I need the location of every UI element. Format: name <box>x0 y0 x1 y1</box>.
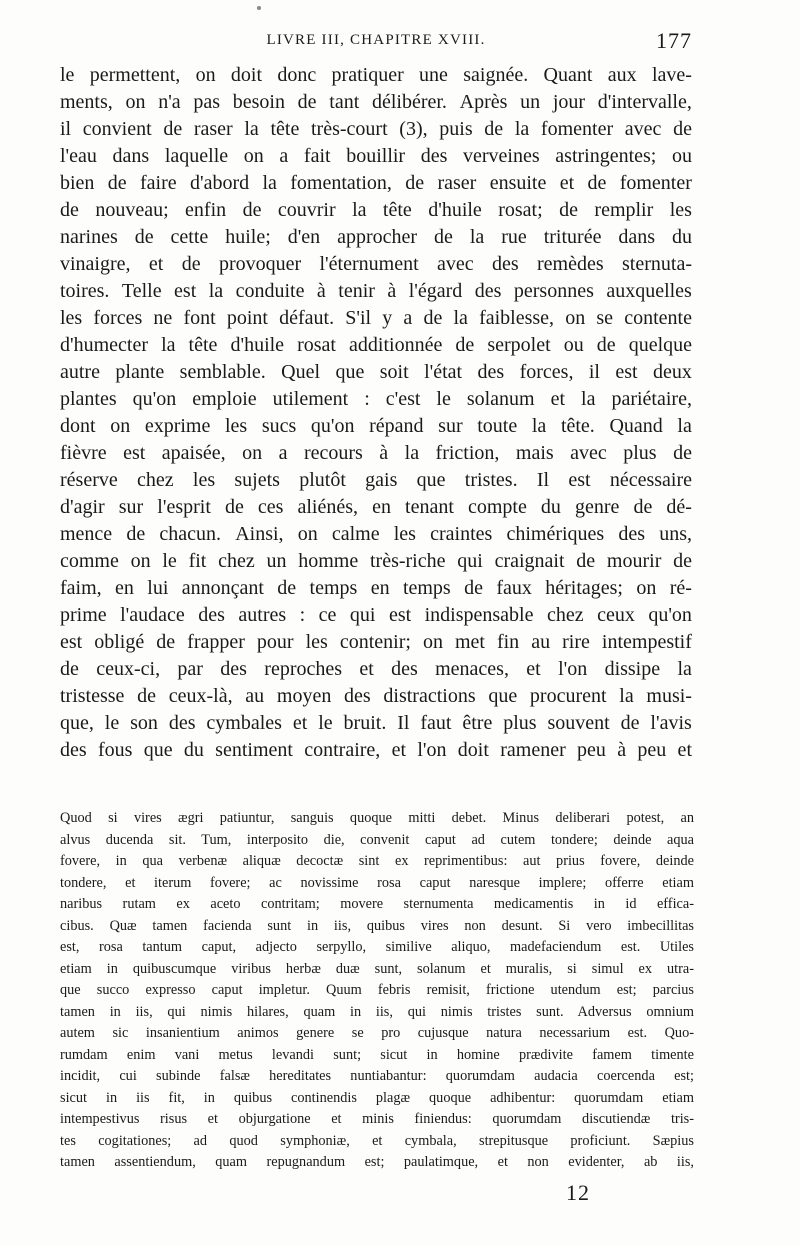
text-line: narines de cette huile; d'en approcher de la rue triturée dans du <box>60 226 692 248</box>
footnote-line: tondere, et iterum fovere; ac novissime rosa caput naresque implere; offerre etiam <box>60 874 694 891</box>
text-line: les forces ne font point défaut. S'il y a de la faiblesse, on se contente <box>60 307 692 329</box>
footnote-line: tamen assentiendum, quam repugnandum est; paulatimque, et non evidenter, ab iis, <box>60 1154 694 1170</box>
text-line: bien de faire d'abord la fomentation, de raser ensuite et de fomenter <box>60 172 692 194</box>
text-line: l'eau dans laquelle on a fait bouillir des verveines astringentes; ou <box>60 145 692 167</box>
page-number: 177 <box>656 28 692 53</box>
footnote-line: que succo expresso caput impletur. Quum febris remisit, frictione utendum est; parcius <box>60 982 694 998</box>
ink-speck <box>257 6 261 10</box>
footnote-line: autem sic insanientium animos genere se pro cujusque natura necessarium est. Quo- <box>60 1025 694 1041</box>
text-line: tristesse de ceux-là, au moyen des distractions que procurent la musi- <box>60 685 692 707</box>
footnote-line: Quod si vires ægri patiuntur, sanguis quoque mitti debet. Minus deliberari potest, an <box>60 810 694 826</box>
footnote-line: cibus. Quæ tamen facienda sunt in iis, quibus vires non desunt. Si vero imbecillitas <box>60 917 694 934</box>
text-line: de ceux-ci, par des reproches et des menaces, et l'on dissipe la <box>60 658 692 680</box>
text-line: est obligé de frapper pour les contenir; on met fin au rire intempestif <box>60 631 692 653</box>
text-line: vinaigre, et de provoquer l'éternument avec des remèdes sternuta- <box>60 253 692 275</box>
text-line: que, le son des cymbales et le bruit. Il faut être plus souvent de l'avis <box>60 712 692 734</box>
footnote-line: etiam in quibuscumque viribus herbæ duæ sunt, solanum et muralis, si simul ex utra- <box>60 960 694 977</box>
text-line: prime l'audace des autres : ce qui est indispensable chez ceux qu'on <box>60 604 692 626</box>
text-line: de nouveau; enfin de couvrir la tête d'huile rosat; de remplir les <box>60 199 692 221</box>
text-line: comme on le fit chez un homme très-riche qui craignait de mourir de <box>60 550 692 572</box>
footnote-line: tamen in iis, qui nimis hilares, quam in iis, qui nimis tristes sunt. Adversus omnium <box>60 1003 694 1020</box>
text-line: mence de chacun. Ainsi, on calme les craintes chimériques des uns, <box>60 523 692 545</box>
main-text-body <box>60 62 692 764</box>
text-line: d'humecter la tête d'huile rosat additionnée de serpolet ou de quelque <box>60 334 692 356</box>
footnote-line: fovere, in qua verbenæ aliquæ decoctæ sint ex reprimentibus: aut prius fovere, deinde <box>60 853 694 869</box>
text-line: autre plante semblable. Quel que soit l'état des forces, il est deux <box>60 361 692 383</box>
text-line: faim, en lui annonçant de temps en temps de faux héritages; on ré- <box>60 577 692 599</box>
text-line: plantes qu'on emploie utilement : c'est le solanum et la pariétaire, <box>60 388 692 410</box>
text-line: d'agir sur l'esprit de ces aliénés, en tenant compte du genre de dé- <box>60 496 692 518</box>
footnote-line: rumdam enim vani metus levandi sunt; sicut in homine prædivite famem timente <box>60 1046 694 1063</box>
text-line: il convient de raser la tête très-court (3), puis de la fomenter avec de <box>60 118 692 140</box>
latin-footnotes <box>60 808 694 1174</box>
text-line: fièvre est apaisée, on a recours à la friction, mais avec plus de <box>60 442 692 464</box>
footnote-line: intempestivus risus et objurgatione et minis finiendus: quorumdam discutiendæ tris- <box>60 1111 694 1127</box>
page-header <box>60 30 692 56</box>
text-line: dont on exprime les sucs qu'on répand sur toute la tête. Quand la <box>60 415 692 437</box>
signature-mark: 12 <box>566 1180 590 1205</box>
footnote-line: alvus ducenda sit. Tum, interposito die, convenit caput ad cutem tondere; deinde aqua <box>60 831 694 848</box>
text-line: ments, on n'a pas besoin de tant délibérer. Après un jour d'intervalle, <box>60 91 692 113</box>
footnote-line: tes cogitationes; ad quod symphoniæ, et cymbala, strepitusque proficiunt. Sæpius <box>60 1132 694 1149</box>
footnote-line: naribus rutam ex aceto contritam; movere sternumenta medicamentis in id effica- <box>60 896 694 912</box>
footnote-line: incidit, cui subinde falsæ hereditates nuntiabantur: quorumdam audacia coercenda est; <box>60 1068 694 1084</box>
text-line: toires. Telle est la conduite à tenir à l'égard des personnes auxquelles <box>60 280 692 302</box>
text-line: réserve chez les sujets plutôt gais que tristes. Il est nécessaire <box>60 469 692 491</box>
text-line: des fous que du sentiment contraire, et l'on doit ramener peu à peu et <box>60 739 692 761</box>
running-head: LIVRE III, CHAPITRE XVIII. <box>266 32 486 48</box>
footnote-line: sicut in iis fit, in quibus continendis plagæ quoque adhibentur: quorumdam etiam <box>60 1089 694 1106</box>
text-line: le permettent, on doit donc pratiquer une saignée. Quant aux lave- <box>60 64 692 86</box>
footnote-line: est, rosa tantum caput, adjecto serpyllo, similive aliquo, madefaciendum est. Utiles <box>60 939 694 955</box>
